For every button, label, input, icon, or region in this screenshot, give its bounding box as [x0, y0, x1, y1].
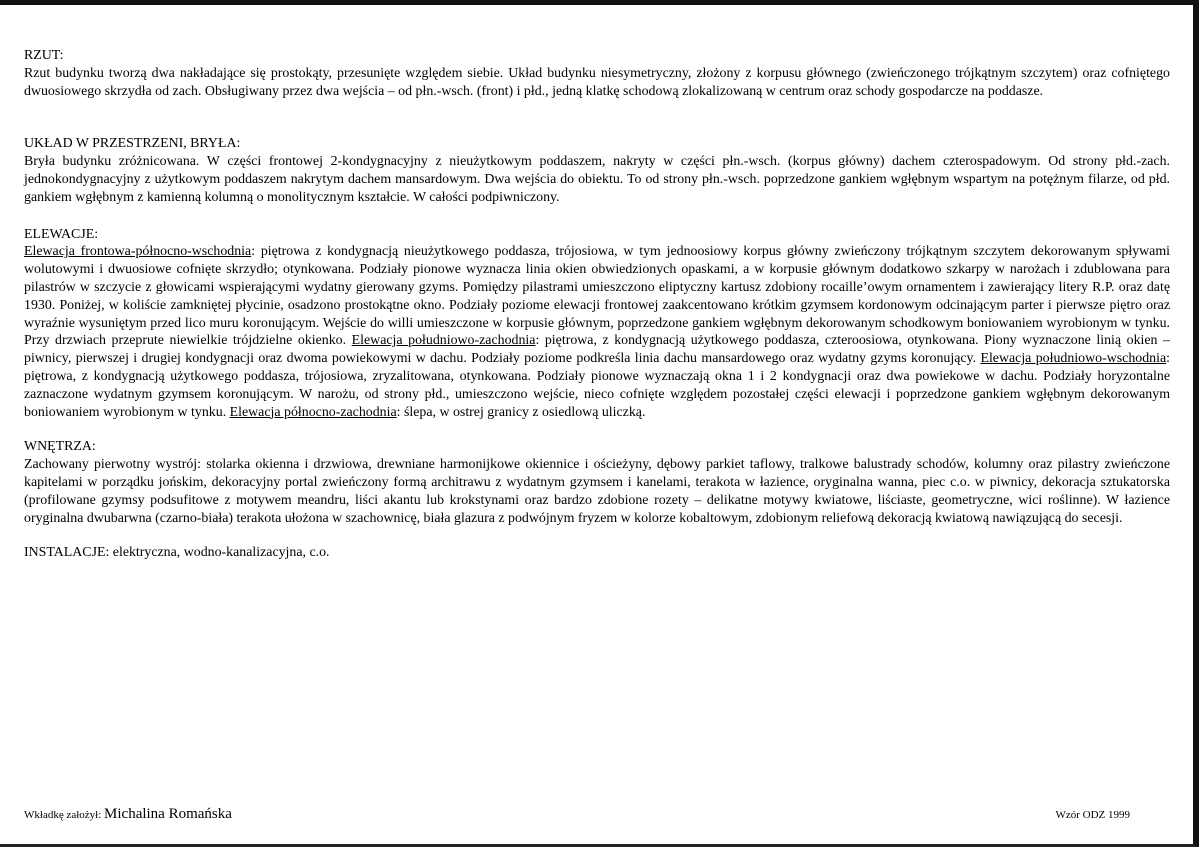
- section-text-uklad: Bryła budynku zróżnicowana. W części frontowej 2-kondygnacyjny z nieużytkowym poddaszem, nakryty w części płn.-wsch. (korpus główny) dachem czterospadowym. Od strony płd.-zach. jednokondygnacyjny z użytkowym poddaszem nakrytym dachem mansardowym. Dwa wejścia do obiektu. To od strony płn.-wsch. poprzedzone gankiem wgłębnym wspartym na potężnym filarze, od płd. gankiem wgłębnym z kamienną kolumną o monolitycznym kształcie. W całości podpiwniczony.: [24, 154, 1170, 205]
- section-rzut: [24, 47, 1170, 100]
- author-name: Michalina Romańska: [104, 806, 232, 822]
- elevation-text-front: : piętrowa z kondygnacją nieużytkowego poddasza, trójosiowa, w tym jednoosiowy korpus główny zwieńczony trójkątnym szczytem dekorowanym spływami wolutowymi i dwuosiowe cofnięte skrzydło; otynkowana. Podziały pionowe wyznacza linia okien obwiedzionych opaskami, a w korpusie głównym dodatkowo szkarpy w narożach i zdublowana para pilastrów w szczycie z głowicami wspierającymi wydatny gierowany gzyms. Pomiędzy pilastrami umieszczono eliptyczny kartusz zdobiony rocaille’owym ornamentem i zawierający litery R.P. oraz datę 1930. Poniżej, w koliście zamkniętej płycinie, osadzono prostokątne okno. Podziały poziome elewacji frontowej zaakcentowano krótkim gzymsem kordonowym odcinającym parter i pierwsze piętro oraz wyraźnie wysuniętym przed lico muru koronującym. Wejście do willi umieszczone w korpusie głównym, poprzedzone gankiem wgłębnym dekorowanym schodkowym boniowaniem wyrobionym w tynku. Przy drzwiach przeprute niewielkie trójdzielne okienko.: [24, 244, 1170, 349]
- elevation-text-se: : piętrowa, z kondygnacją użytkowego poddasza, trójosiowa, zryzalitowana, otynkowana. Podziały pionowe wyznaczają okna 1 i 2 kondygnacji oraz dwa powiekowe w dachu. Podziały horyzontalne zaznaczone wydatnym gzymsem koronującym. W narożu, od strony płd., umieszczono wejście, nieco cofnięte względem pozostałej części elewacji i poprzedzone gankiem wgłębnym dekorowanym boniowaniem wyrobionym w tynku.: [24, 351, 1170, 420]
- document-body: [24, 47, 1170, 562]
- elevation-label-nw: Elewacja północno-zachodnia: [229, 404, 397, 420]
- section-text-elewacje: [24, 243, 1170, 421]
- section-text-wnetrza: Zachowany pierwotny wystrój: stolarka okienna i drzwiowa, drewniane harmonijkowe okiennice i ościeżyny, dębowy parkiet taflowy, tralkowe balustrady schodów, kolumny oraz pilastry zwieńczone kapitelami w porządku jońskim, dekoracyjny portal zwieńczony formą architrawu z wydatnym gzymsem i kanelami, terakota w łazience, oryginalna wanna, piec c.o. w piwnicy, dekoracja sztukatorska (profilowane gzymsy podsufitowe z motywem meandru, liści akantu lub krokstynami oraz bardzo zdobione rozety – delikatne motywy kwiatowe, liściaste, geometryczne, wici roślinne). W łazience oryginalna dwubarwna (czarno-biała) terakota ułożona w szachownicę, biała glazura z podwójnym fryzem w kolorze kobaltowym, zdobionym reliefową dekoracją kwiatową nawiązującą do secesji.: [24, 457, 1170, 526]
- section-heading-rzut: RZUT:: [24, 48, 64, 63]
- elevation-text-sw: : piętrowa, z kondygnacją użytkowego poddasza, czteroosiowa, otynkowana. Piony wyznaczone linią okien – piwnicy, pierwszej i drugiej kondygnacji oraz dwoma powiekowymi w dachu. Podziały poziome podkreśla linia dachu mansardowego oraz wydatny gzyms koronujący.: [24, 333, 1170, 367]
- elevation-label-se: Elewacja południowo-wschodnia: [980, 351, 1167, 367]
- section-text-rzut: Rzut budynku tworzą dwa nakładające się prostokąty, przesunięte względem siebie. Układ budynku niesymetryczny, złożony z korpusu głównego (zwieńczonego trójkątnym szczytem) oraz cofniętego dwuosiowego skrzydła od zach. Obsługiwany przez dwa wejścia – od płn.-wsch. (front) i płd., jedną klatkę schodową zlokalizowaną w centrum oraz schody gospodarcze na poddasze.: [24, 65, 1170, 99]
- section-heading-wnetrza: WNĘTRZA:: [24, 439, 96, 455]
- section-heading-elewacje: ELEWACJE:: [24, 226, 99, 242]
- elevation-label-sw: Elewacja południowo-zachodnia: [351, 333, 536, 349]
- form-id: Wzór ODZ 1999: [1055, 809, 1130, 821]
- section-instalacje: [24, 544, 1170, 562]
- elevation-label-front: Elewacja frontowa-północno-wschodnia: [24, 244, 252, 260]
- section-uklad: [24, 135, 1170, 206]
- author-label: Wkładkę założył:: [24, 809, 102, 821]
- section-text-instalacje: INSTALACJE: elektryczna, wodno-kanalizacyjna, c.o.: [24, 545, 330, 561]
- section-wnetrza: [24, 438, 1170, 527]
- elevation-text-nw: : ślepa, w ostrej granicy z osiedlową uliczką.: [396, 404, 646, 420]
- section-elewacje: [24, 226, 1170, 422]
- section-heading-uklad: UKŁAD W PRZESTRZENI, BRYŁA:: [24, 136, 241, 152]
- footer-author: [24, 806, 232, 823]
